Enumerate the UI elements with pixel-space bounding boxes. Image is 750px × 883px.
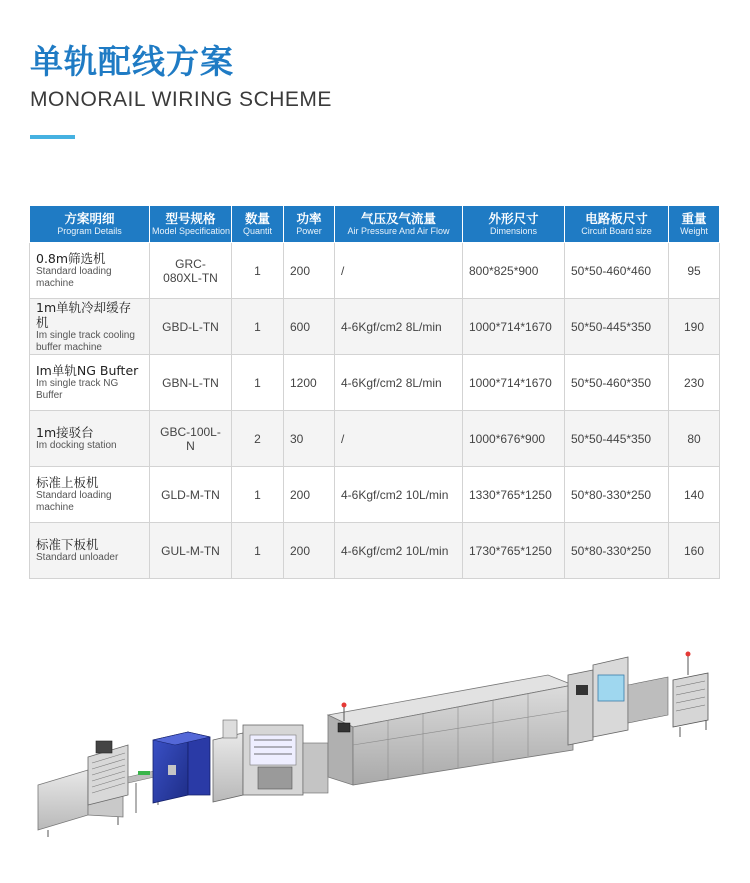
cell-air: 4-6Kgf/cm2 10L/min (335, 523, 463, 579)
table-row (30, 467, 720, 523)
cell-dimensions: 1730*765*1250 (463, 523, 565, 579)
header-weight: 重量 Weight (669, 206, 720, 243)
cell-qty: 1 (232, 243, 284, 299)
header-program-details: 方案明细 Program Details (30, 206, 150, 243)
table-row (30, 523, 720, 579)
cell-power: 200 (284, 523, 335, 579)
cell-model: GBD-L-TN (150, 299, 232, 355)
page-title-en: MONORAIL WIRING SCHEME (30, 88, 332, 111)
cell-board: 50*50-460*460 (565, 243, 669, 299)
cell-qty: 2 (232, 411, 284, 467)
cell-name: 标准下板机 Standard unloader (30, 523, 150, 579)
cell-board: 50*80-330*250 (565, 467, 669, 523)
cell-model: GUL-M-TN (150, 523, 232, 579)
cell-air: / (335, 243, 463, 299)
table-row (30, 411, 720, 467)
cell-qty: 1 (232, 467, 284, 523)
cell-air: 4-6Kgf/cm2 8L/min (335, 355, 463, 411)
cell-board: 50*50-445*350 (565, 411, 669, 467)
header-quantity: 数量 Quantit (232, 206, 284, 243)
header-board-size: 电路板尺寸 Circuit Board size (565, 206, 669, 243)
cell-weight: 80 (669, 411, 720, 467)
cell-model: GRC-080XL-TN (150, 243, 232, 299)
cell-power: 200 (284, 243, 335, 299)
cell-power: 200 (284, 467, 335, 523)
spec-table (29, 205, 720, 579)
cell-air: 4-6Kgf/cm2 8L/min (335, 299, 463, 355)
cell-board: 50*50-445*350 (565, 299, 669, 355)
header-dimensions: 外形尺寸 Dimensions (463, 206, 565, 243)
cell-qty: 1 (232, 355, 284, 411)
cell-weight: 190 (669, 299, 720, 355)
cell-dimensions: 1330*765*1250 (463, 467, 565, 523)
table-row (30, 355, 720, 411)
cell-weight: 95 (669, 243, 720, 299)
loader-unit (38, 741, 128, 837)
cell-dimensions: 1000*714*1670 (463, 299, 565, 355)
table-header-row (30, 206, 720, 243)
cell-dimensions: 1000*676*900 (463, 411, 565, 467)
cell-dimensions: 1000*714*1670 (463, 355, 565, 411)
header-power: 功率 Power (284, 206, 335, 243)
cell-power: 30 (284, 411, 335, 467)
cell-name: 0.8m筛选机 Standard loading machine (30, 243, 150, 299)
cell-name: 标准上板机 Standard loading machine (30, 467, 150, 523)
cell-air: 4-6Kgf/cm2 10L/min (335, 467, 463, 523)
cell-qty: 1 (232, 523, 284, 579)
page-title-cn: 单轨配线方案 (30, 42, 234, 81)
table-row (30, 299, 720, 355)
cooling-buffer-unit (568, 657, 668, 745)
cell-name: Im单轨NG Bufter Im single track NG Buffer (30, 355, 150, 411)
cell-dimensions: 800*825*900 (463, 243, 565, 299)
header-model: 型号规格 Model Specification (150, 206, 232, 243)
title-underline (30, 135, 75, 139)
cell-weight: 140 (669, 467, 720, 523)
cell-board: 50*80-330*250 (565, 523, 669, 579)
cell-weight: 230 (669, 355, 720, 411)
cell-name: 1m接驳台 Im docking station (30, 411, 150, 467)
blue-buffer-unit (153, 732, 210, 803)
cell-board: 50*50-460*350 (565, 355, 669, 411)
cell-model: GBN-L-TN (150, 355, 232, 411)
cell-name: 1m单轨冷却缓存机 Im single track cooling buffer machine (30, 299, 150, 355)
cell-model: GLD-M-TN (150, 467, 232, 523)
production-line-illustration (28, 645, 723, 840)
cell-weight: 160 (669, 523, 720, 579)
header-air: 气压及气流量 Air Pressure And Air Flow (335, 206, 463, 243)
cell-qty: 1 (232, 299, 284, 355)
cell-model: GBC-100L-N (150, 411, 232, 467)
unloader-unit (673, 652, 708, 738)
cell-power: 600 (284, 299, 335, 355)
cell-power: 1200 (284, 355, 335, 411)
cell-air: / (335, 411, 463, 467)
printer-unit (213, 720, 328, 802)
reflow-oven-unit (328, 675, 573, 785)
table-row (30, 243, 720, 299)
